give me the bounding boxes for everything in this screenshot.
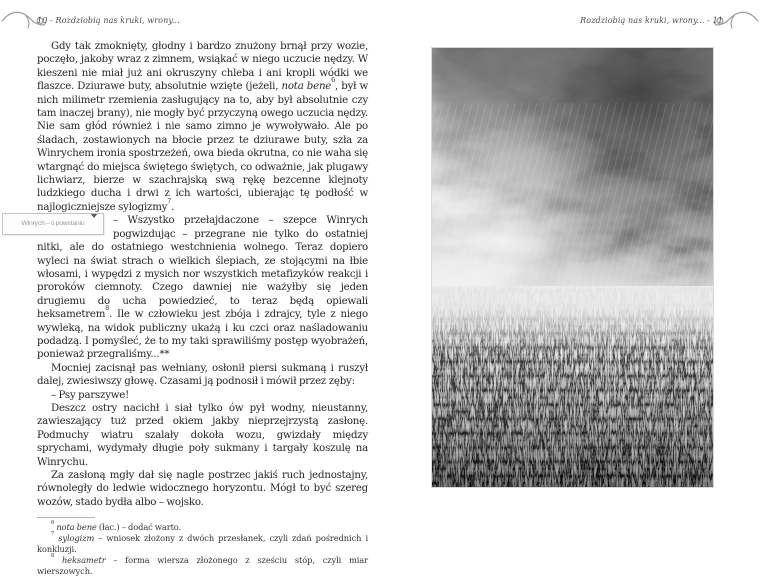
paragraph: Deszcz ostry nacichł i siał tylko ów pył wodny, nieustanny, zawieszający tuż przed okiem jakby nieprzejrzystą zasłonę. Podmuchy wiatru szalały dokoła wozu, gwizdały między sprychami, wydymały długie poły sukmany i targały koszulę na Winrychu. — [37, 402, 368, 468]
margin-note[interactable] — [2, 213, 104, 235]
paragraph — [21, 214, 368, 361]
paragraph: Mocniej zacisnął pas wełniany, osłonił piersi sukmaną i ruszył dalej, zwiesiwszy głowę. Czasami ją podnosił i mówił przez zęby: — [37, 362, 368, 388]
meadow-storm-photo — [432, 48, 713, 487]
paragraph-text: – Wszystko przełajdaczone – szepce Winrych pogwizdując – przegrane nie tylko do ostatniej nitki, ale do ostatniego westchnienia wolnego. Teraz dopiero wyleci na świat strach o wielkich ślepiach, ze stojącymi na łbie włosami, i wypędzi z mysich nor wszystkich metafizyków reakcji i proroków ciemnoty. Czego dawniej nie ważyłby się jeden drugiemu do ucha powiedzieć, to teraz będą opiewali heksametrem$^8$. Ile w człowieku jest zbója i zdrajcy, tyle z niego wywleką, na widok publiczny ukażą i ku czci oraz naśladowaniu podadzą. I pomyśleć, że to my taki sprawiliśmy postęp wyobrażeń, ponieważ przegraliśmy...** — [37, 215, 368, 361]
margin-note-marker-icon — [90, 213, 98, 218]
paragraph: Za zasłoną mgły dał się nagle postrzec jakiś ruch jednostajny, równoległy do ledwie widocznego horyzontu. Mógł to być szereg wozów, stado bydła albo – wojsko. — [37, 470, 368, 508]
paragraph: Gdy tak zmoknięty, głodny i bardzo znużony brnął przy wozie, poczęło, jakoby wraz z zimnem, wsiąkać w niego uczucie nędzy. W kieszeni nie miał już ani okruszyny chleba i ani kropli wódki we flaszce. Dziurawe buty, absolutnie wzięte (jeżeli, nota bene$^6$, był w nich milimetr rzemienia zasługujący na to, aby był absolutnie czy tam inaczej brany), nie mogły być przyczyną owego uczucia nędzy. Nie sam głód również i nie samo zimno je wywoływało. Ale po śladach, zostawionych na błocie przez te dziurawe buty, szła za Winrychem ironia spostrzeżeń, owa bieda okrutna, co nie waha się wtargnąć do miejsca świętego świętych, co odważnie, jak plugawy lichwiarz, bierze w szachrajską swą rękę bezcenne klejnoty ludzkiego ducha i drwi z ich wartości, ubierając tę podłość w najlogiczniejsze sylogizmy$^7$. — [37, 41, 368, 213]
margin-note-label: Winrych – o powstaniu — [21, 220, 85, 228]
running-header-right: Rozdziobią nas kruki, wrony... - 11 — [580, 16, 723, 25]
footnote-separator — [37, 517, 95, 518]
footnotes — [37, 517, 368, 577]
footnote: $^8$ heksametr – forma wiersza złożonego z sześciu stóp, czyli miar wierszowych. — [37, 553, 368, 577]
body-text-column — [21, 40, 368, 577]
footnote: $^7$ sylogizm – wniosek złożony z dwóch przesłanek, czyli zdań pośrednich i konkluzji. — [37, 531, 368, 555]
footnote: $^6$ nota bene (łac.) – dodać warto. — [51, 520, 182, 533]
paragraph: – Psy parszywe! — [51, 389, 129, 401]
running-header-left: 10 - Rozdziobią nas kruki, wrony... — [37, 16, 180, 25]
page-right — [380, 0, 760, 537]
